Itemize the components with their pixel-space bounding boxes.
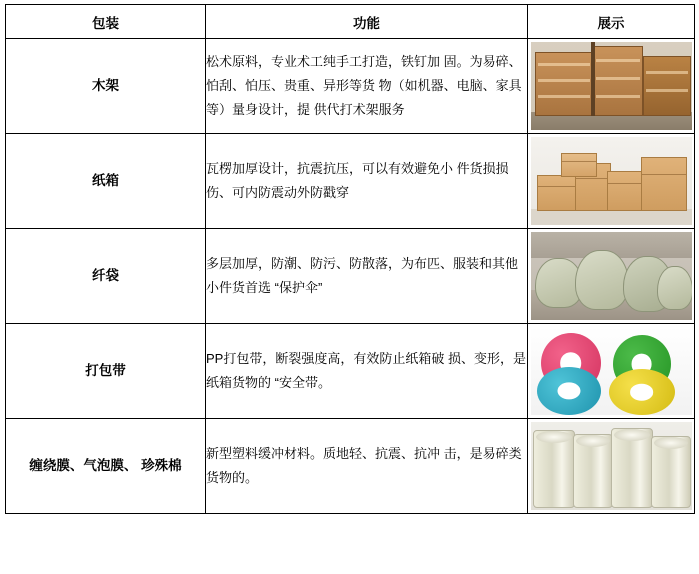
cell-package-function: 多层加厚，防潮、防污、防散落，为布匹、服装和其他小件货首选 “保护伞” (206, 229, 528, 324)
cell-package-image (528, 324, 695, 419)
cell-package-name: 纤袋 (6, 229, 206, 324)
cell-package-function: PP打包带，断裂强度高，有效防止纸箱破 损、变形，是纸箱货物的 “安全带。 (206, 324, 528, 419)
carton-box (561, 153, 597, 177)
table-row (6, 419, 695, 514)
roll-hole (557, 382, 580, 399)
crate-slat (538, 79, 590, 82)
crate-slat (596, 95, 640, 98)
cell-package-function: 松术原料，专业术工纯手工打造，铁钉加 固。为易碎、怕刮、怕压、贵重、异形等货 物（如机器、电脑、家具等）量身设计，提 供代打术架服务 (206, 39, 528, 134)
cell-package-image (528, 229, 695, 324)
crate-slat (646, 71, 688, 74)
woven-bag-photo (531, 232, 692, 320)
crate-right (643, 56, 691, 116)
film-roll (533, 430, 575, 508)
crate-middle (593, 46, 643, 116)
column-header-display: 展示 (528, 5, 695, 39)
film-roll-cap (536, 431, 572, 443)
column-header-function: 功能 (206, 5, 528, 39)
film-roll-cap (614, 429, 650, 441)
carton-box-photo (531, 137, 692, 225)
carton-box (641, 157, 687, 211)
film-roll (651, 436, 691, 508)
packaging-table (5, 4, 695, 514)
carton-box (607, 171, 645, 211)
cell-package-image (528, 39, 695, 134)
table-header (6, 5, 695, 39)
crate-left (535, 52, 593, 116)
crate-slat (596, 59, 640, 62)
film-roll-cap (576, 435, 610, 447)
film-roll-cap (654, 437, 688, 449)
column-header-package: 包装 (6, 5, 206, 39)
film-roll (573, 434, 613, 508)
table-header-row (6, 5, 695, 39)
wooden-crate-photo (531, 42, 692, 130)
cell-package-image (528, 419, 695, 514)
table-row (6, 324, 695, 419)
packaging-table-page (0, 4, 699, 574)
table-body (6, 39, 695, 514)
cell-package-name: 木架 (6, 39, 206, 134)
stretch-film-photo (531, 422, 692, 510)
carton-box (537, 175, 579, 211)
table-row (6, 134, 695, 229)
crate-slat (646, 89, 688, 92)
woven-bag (575, 250, 629, 310)
strapping-roll-blue (537, 367, 601, 415)
cell-package-name: 打包带 (6, 324, 206, 419)
table-row (6, 229, 695, 324)
strapping-roll-yellow (609, 369, 675, 415)
crate-slat (538, 63, 590, 66)
table-row (6, 39, 695, 134)
cell-package-name: 缠绕膜、气泡膜、 珍殊棉 (6, 419, 206, 514)
cell-package-function: 瓦楞加厚设计，抗震抗压，可以有效避免小 件货损损伤、可内防震动外防戳穿 (206, 134, 528, 229)
cell-package-name: 纸箱 (6, 134, 206, 229)
cell-package-image (528, 134, 695, 229)
roll-hole (630, 384, 654, 401)
cell-package-function: 新型塑料缓冲材料。质地轻、抗震、抗冲 击，是易碎类货物的。 (206, 419, 528, 514)
strapping-band-photo (531, 327, 692, 415)
crate-slat (538, 95, 590, 98)
crate-shadow (591, 42, 595, 116)
carton-ground (531, 209, 692, 225)
woven-bag (657, 266, 692, 310)
crate-slat (596, 77, 640, 80)
film-roll (611, 428, 653, 508)
